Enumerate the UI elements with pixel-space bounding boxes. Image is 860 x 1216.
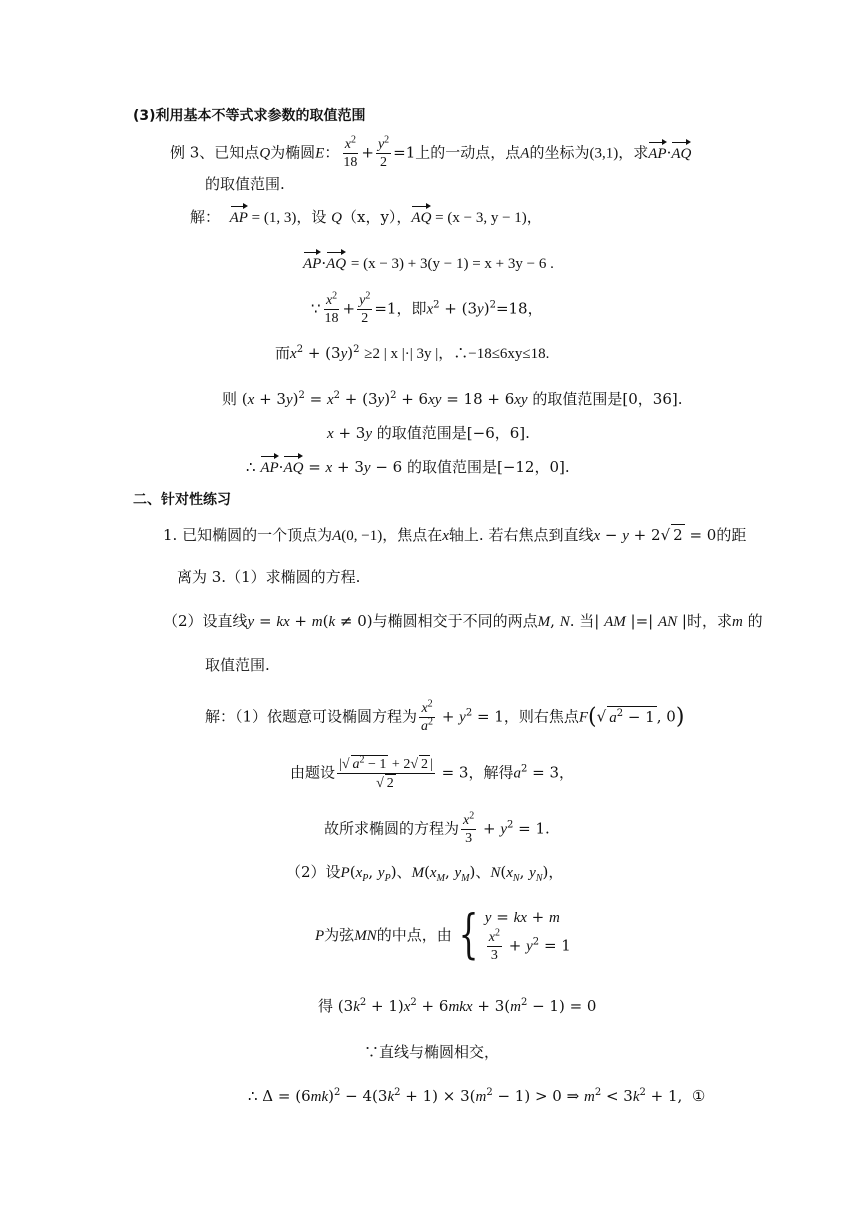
problem1-line2: 离为 3.（1）求椭圆的方程. — [177, 568, 361, 586]
problem1-solution-line7: ∵直线与椭圆相交， — [364, 1043, 500, 1061]
problem1-line3: （2）设直线y = kx + m(k ≠ 0)与椭圆相交于不同的两点M, N. 当| AM |=| AN |时，求m 的 — [163, 612, 763, 630]
problem1-line4: 取值范围. — [205, 656, 270, 674]
example3-linear-range: x + 3y 的取值范围是[−6，6]. — [327, 424, 530, 442]
problem1-solution-line4: （2）设$P(x_P$, $y_P$)、$M(x_M$, $y_M$)、$N(x_N$, $y_N$)， — [286, 863, 564, 884]
problem1-solution-line8: ∴ $\Delta = (6mk)^2 - 4(3k^2 + 1) \times 3(m^2 - 1) > 0$ ⇒ $m^2 < 3k^2 + 1$, ① — [248, 1087, 706, 1105]
example3-square-range: 则 $(x + 3y)^2 = x^2 + (3y)^2 + 6xy = 18 + 6xy$ 的取值范围是[0，36]. — [222, 390, 683, 408]
example3-because-line: ∵ $\frac{x^2}{18}$ + $\frac{y^2}{2}$ =1，即$x^2 + (3y)^2=18$， — [311, 290, 543, 326]
problem1-solution-line5: P为弦MN的中点，由 { y = kx + m $\frac{x^2}{3}$ + $y^2 = 1$ — [315, 905, 571, 965]
example3-statement-line2: 的取值范围. — [205, 175, 285, 193]
section2-title: 二、针对性练习 — [133, 492, 231, 508]
example3-solution-line1: 解： AP = (1, 3)，设 Q（x，y），AQ = (x − 3, y − 1)， — [190, 208, 542, 226]
problem1-solution-line3: 故所求椭圆的方程为 $\frac{x^2}{3}$ + $y^2 = 1$. — [324, 810, 550, 846]
problem1-solution-line6: 得 $(3k^2 + 1)x^2 + 6mkx + 3(m^2 - 1) = 0$ — [318, 997, 597, 1015]
problem1-solution-line2: 由题设 $\frac{|√ a^2 - 1 + 2√ 2 |}{√ 2}$ = 3，解得$a^2 = 3$， — [290, 754, 575, 791]
example3-dot-product: AP·AQ = (x − 3) + 3(y − 1) = x + 3y − 6 . — [303, 254, 554, 272]
example3-statement-line1: 例 3、已知点Q为椭圆E： $\frac{x^2}{18}$ + $\frac{y^2}{2}$ =1上的一动点，点A的坐标为(3,1)，求AP·AQ — [170, 134, 692, 170]
problem1-line1: 1. 已知椭圆的一个顶点为A(0, −1)，焦点在x轴上. 若右焦点到直线x − y + 2√ 2 = 0的距 — [163, 526, 747, 544]
section3-title: (3)利用基本不等式求参数的取值范围 — [133, 108, 366, 124]
example3-inequality-line: 而$x^2 + (3y)^2 \ge 2$ | x |·| 3y |，∴−18≤6xy≤18. — [275, 344, 550, 362]
problem1-solution-line1: 解：（1）依题意可设椭圆方程为 $\frac{x^2}{a^2}$ + $y^2 = 1$，则右焦点F(√ $a^2 - 1$ , 0) — [205, 698, 685, 734]
example3-conclusion: ∴ AP·AQ = x + 3y − 6 的取值范围是[−12，0]. — [246, 458, 570, 476]
